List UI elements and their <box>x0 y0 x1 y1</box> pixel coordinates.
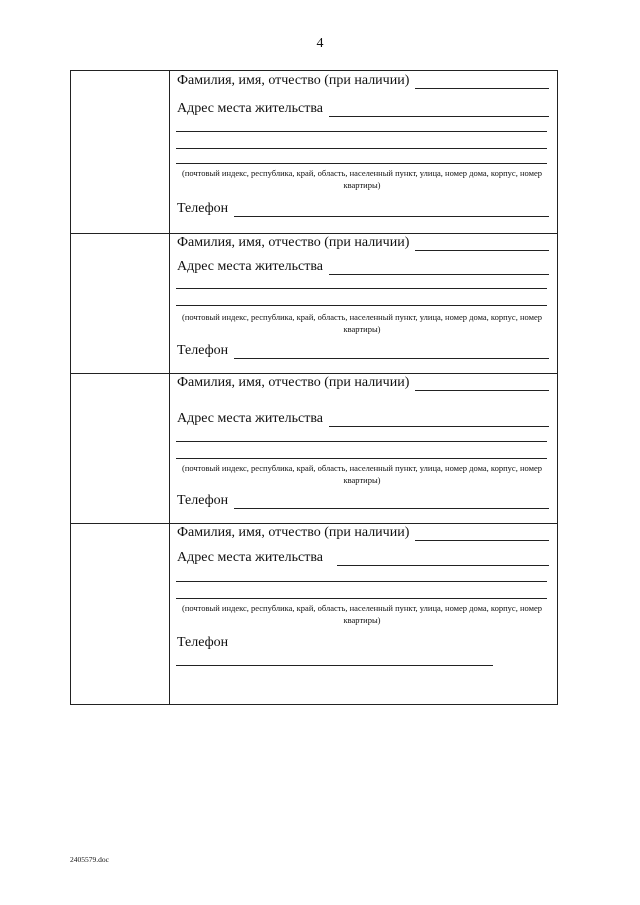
address-hint: (почтовый индекс, республика, край, область, населенный пункт, улица, номер дома, корпус, номер квартиры) <box>181 603 542 625</box>
address-line[interactable] <box>176 581 547 582</box>
address-field[interactable]: Адрес места жительства <box>177 259 549 275</box>
person-block-3 <box>169 373 557 523</box>
name-field[interactable]: Фамилия, имя, отчество (при наличии) <box>177 525 549 541</box>
form-table <box>70 70 558 705</box>
phone-field[interactable]: Телефон <box>177 201 549 217</box>
phone-field: Телефон <box>177 635 229 650</box>
name-field[interactable]: Фамилия, имя, отчество (при наличии) <box>177 235 549 251</box>
address-hint: (почтовый индекс, республика, край, область, населенный пункт, улица, номер дома, корпус, номер квартиры) <box>181 312 542 334</box>
address-line[interactable] <box>176 131 547 132</box>
phone-field[interactable]: Телефон <box>177 493 549 509</box>
address-line[interactable] <box>176 163 547 164</box>
address-field[interactable]: Адрес места жительства <box>177 411 549 427</box>
person-block-4 <box>169 523 557 705</box>
address-hint: (почтовый индекс, республика, край, область, населенный пункт, улица, номер дома, корпус, номер квартиры) <box>181 463 542 485</box>
person-block-2 <box>169 233 557 373</box>
address-line[interactable] <box>176 598 547 599</box>
address-line[interactable] <box>176 441 547 442</box>
phone-line[interactable] <box>176 665 493 666</box>
person-block-1 <box>169 71 557 233</box>
address-line[interactable] <box>176 458 547 459</box>
address-line[interactable] <box>176 148 547 149</box>
address-line[interactable] <box>176 305 547 306</box>
name-field[interactable]: Фамилия, имя, отчество (при наличии) <box>177 375 549 391</box>
document-filename: 2405579.doc <box>70 855 109 864</box>
page-number: 4 <box>316 36 324 51</box>
phone-field[interactable]: Телефон <box>177 343 549 359</box>
address-field[interactable]: Адрес места жительства <box>177 101 549 117</box>
address-line[interactable] <box>176 288 547 289</box>
address-field[interactable]: Адрес места жительства <box>177 550 549 566</box>
name-field[interactable]: Фамилия, имя, отчество (при наличии) <box>177 73 549 89</box>
address-hint: (почтовый индекс, республика, край, область, населенный пункт, улица, номер дома, корпус, номер квартиры) <box>181 168 542 190</box>
